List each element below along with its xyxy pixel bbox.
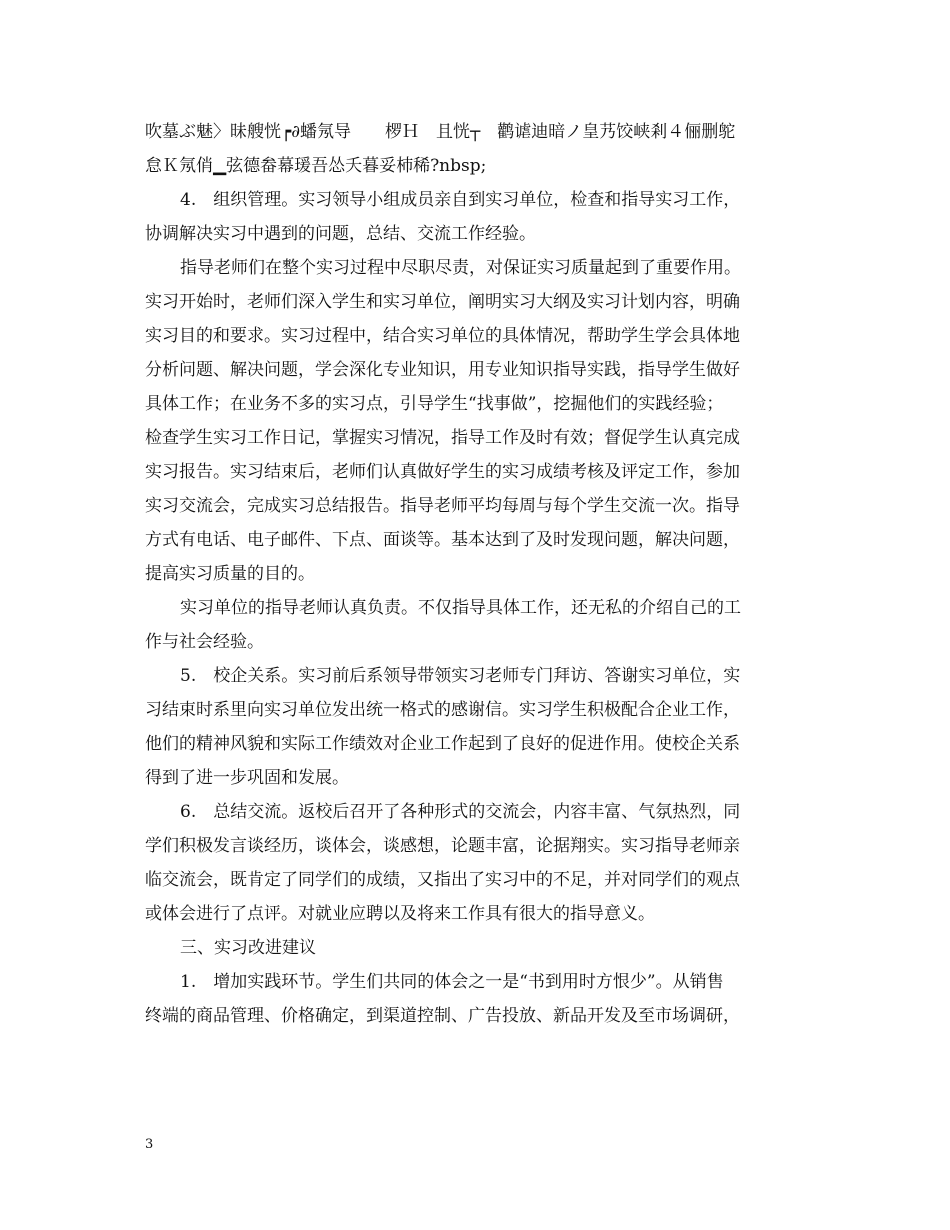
paragraph-line: 5. 校企关系。实习前后系领导带领实习老师专门拜访、答谢实习单位，实: [180, 666, 741, 686]
paragraph-line: 具体工作；在业务不多的实习点，引导学生“找事做”，挖掘他们的实践经验；: [145, 394, 724, 414]
paragraph-line: 实习单位的指导老师认真负责。不仅指导具体工作，还无私的介绍自己的工: [180, 598, 741, 618]
paragraph-line: 实习交流会，完成实习总结报告。指导老师平均每周与每个学生交流一次。指导: [145, 496, 740, 516]
paragraph-line: 协调解决实习中遇到的问题，总结、交流工作经验。: [145, 224, 536, 244]
paragraph-line: 方式有电话、电子邮件、下点、面谈等。基本达到了及时发现问题，解决问题，: [145, 530, 740, 550]
paragraph-line: 指导老师们在整个实习过程中尽职尽责，对保证实习质量起到了重要作用。: [180, 258, 741, 278]
paragraph-line: 1. 增加实践环节。学生们共同的体会之一是“书到用时方恨少”。从销售: [180, 972, 724, 992]
paragraph-line: 实习报告。实习结束后，老师们认真做好学生的实习成绩考核及评定工作，参加: [145, 462, 740, 482]
paragraph-line: 检查学生实习工作日记，掌握实习情况，指导工作及时有效；督促学生认真完成: [145, 428, 740, 448]
paragraph-line: 终端的商品管理、价格确定，到渠道控制、广告投放、新品开发及至市场调研，: [145, 1006, 740, 1026]
paragraph-line: 他们的精神风貌和实际工作绩效对企业工作起到了良好的促进作用。使校企关系: [145, 734, 740, 754]
paragraph-line: 临交流会，既肯定了同学们的成绩，又指出了实习中的不足，并对同学们的观点: [145, 870, 740, 890]
page-number: 3: [145, 1137, 154, 1152]
paragraph-line: 习结束时系里向实习单位发出统一格式的感谢信。实习学生积极配合企业工作，: [145, 700, 740, 720]
page-body: [145, 115, 815, 1033]
paragraph-line: 得到了进一步巩固和发展。: [145, 768, 349, 788]
paragraph-line: 分析问题、解决问题，学会深化专业知识，用专业知识指导实践，指导学生做好: [145, 360, 740, 380]
paragraph-line: 实习开始时，老师们深入学生和实习单位，阐明实习大纲及实习计划内容，明确: [145, 292, 740, 312]
paragraph-line: 学们积极发言谈经历，谈体会，谈感想，论题丰富，论据翔实。实习指导老师亲: [145, 836, 740, 856]
paragraph-line: 作与社会经验。: [145, 632, 264, 652]
paragraph-line: 或体会进行了点评。对就业应聘以及将来工作具有很大的指导意义。: [145, 904, 655, 924]
paragraph-line: 提高实习质量的目的。: [145, 564, 315, 584]
paragraph-line: 实习目的和要求。实习过程中，结合实习单位的具体情况，帮助学生学会具体地: [145, 326, 740, 346]
section-heading: 三、实习改进建议: [180, 938, 316, 958]
garbled-text-line: 吹墓ぶ魅〉昧艘恍┍∂蟠氖导 椤Ｈ 且恍┬ 鹳谑迪暗ノ皇艿饺峡剎４俪删鸵: [145, 122, 736, 142]
paragraph-line: 6. 总结交流。返校后召开了各种形式的交流会，内容丰富、气氛热烈，同: [180, 802, 741, 822]
garbled-text-line: 怠Ｋ氖俏▁弦德畚幕瑗吾怂夭暮妥杮稀?nbsp;: [145, 156, 487, 176]
paragraph-line: 4. 组织管理。实习领导小组成员亲自到实习单位，检查和指导实习工作，: [180, 190, 741, 210]
